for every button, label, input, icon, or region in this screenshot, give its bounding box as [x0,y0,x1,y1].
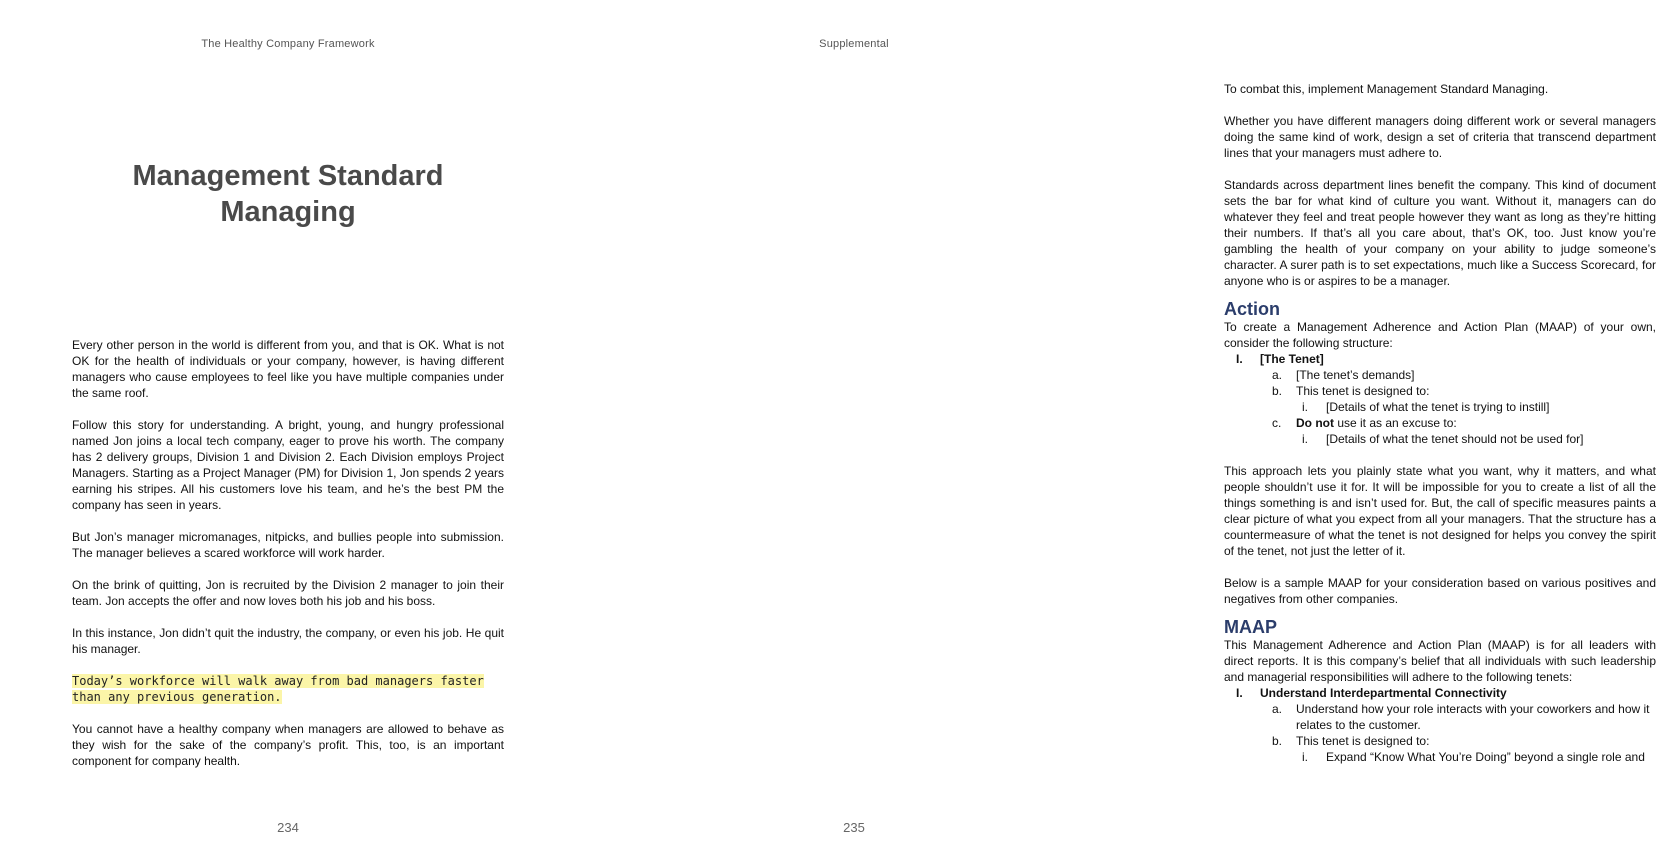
left-page [0,0,576,864]
paragraph: In this instance, Jon didn’t quit the industry, the company, or even his job. He quit his manager. [72,626,504,656]
running-head-right: Supplemental [819,38,889,50]
outline-marker: i. [1302,400,1308,414]
paragraph: On the brink of quitting, Jon is recruited by the Division 2 manager to join their team. Jon accepts the offer and now loves both his job and his boss. [72,578,504,608]
outline-marker: a. [1272,702,1283,716]
outline-marker: b. [1272,384,1283,398]
outline-text: use it as an excuse to: [1334,416,1457,430]
action-heading: Action [1224,299,1280,319]
outline-marker: b. [1272,734,1283,748]
outline-marker: I. [1236,686,1243,700]
paragraph: But Jon’s manager micromanages, nitpicks, and bullies people into submission. The manager believes a scared workforce will work harder. [72,530,504,560]
outline-level3-item [1224,399,1656,415]
highlight-text: Today’s workforce will walk away from bad managers faster than any previous generation. [72,674,484,704]
right-page-body [1224,81,1656,765]
highlighted-quote [72,673,504,705]
outline-level2-item [1224,733,1656,749]
paragraph: Standards across department lines benefit the company. This kind of document sets the bar for what kind of culture you want. Without it, managers can do whatever they feel and treat people however they want as long as they’re hitting their numbers. If that’s all you care about, that’s OK, too. Just know you’re gambling the health of your company on your ability to judge someone’s character. A surer path is to set expectations, much like a Success Scorecard, for anyone who is or aspires to be a manager. [1224,178,1656,288]
paragraph: This approach lets you plainly state what you want, why it matters, and what people shouldn’t use it for. It will be impossible for you to create a list of all the things something is and isn’t used for. But, the call of specific measures paints a clear picture of what you expect from all your managers. That the structure has a countermeasure of what the tenet is not designed for helps you convey the spirit of the tenet, not just the letter of it. [1224,464,1656,558]
outline-text: This tenet is designed to: [1296,734,1430,748]
outline-marker: a. [1272,368,1283,382]
outline-level1-item [1224,685,1656,701]
running-head-left: The Healthy Company Framework [201,38,375,50]
outline-level2-item [1224,701,1656,733]
paragraph: You cannot have a healthy company when managers are allowed to behave as they wish for the sake of the company’s profit. This, too, is an important component for company health. [72,722,504,768]
maap-intro: This Management Adherence and Action Plan (MAAP) is for all leaders with direct reports. It is this company’s belief that all individuals with such leadership and managerial responsibilities will adhere to the following tenets: [1224,638,1656,684]
outline-level2-item [1224,415,1656,431]
paragraph: Whether you have different managers doing different work or several managers doing the same kind of work, design a set of criteria that transcend department lines that your managers must adhere to. [1224,114,1656,160]
paragraph: To combat this, implement Management Standard Managing. [1224,82,1549,96]
outline-text: Understand how your role interacts with your coworkers and how it relates to the customer. [1296,702,1650,732]
outline-marker: i. [1302,432,1308,446]
action-outline [1224,351,1656,447]
chapter-title [72,158,504,230]
chapter-title-line-1: Management Standard [132,160,444,192]
outline-text: [Details of what the tenet should not be used for] [1326,432,1584,446]
page-number-right: 235 [843,820,865,835]
outline-level2-item [1224,367,1656,383]
left-page-body [72,337,504,785]
paragraph: Follow this story for understanding. A bright, young, and hungry professional named Jon joins a local tech company, eager to prove his worth. The company has 2 delivery groups, Division 1 and Division 2. Each Division employs Project Managers. Starting as a Project Manager (PM) for Division 1, Jon spends 2 years earning his stripes. All his customers love his team, and he’s the best PM the company has seen in years. [72,418,504,512]
outline-text: [Details of what the tenet is trying to instill] [1326,400,1550,414]
outline-text: [The Tenet] [1260,352,1324,366]
outline-text: Expand “Know What You’re Doing” beyond a single role and [1326,750,1645,764]
page-number-left: 234 [277,820,299,835]
outline-text: [The tenet’s demands] [1296,368,1415,382]
outline-level3-item [1224,431,1656,447]
right-page [576,0,1656,864]
outline-text: Understand Interdepartmental Connectivity [1260,686,1507,700]
paragraph: Below is a sample MAAP for your consideration based on various positives and negatives from other companies. [1224,576,1656,606]
outline-level1-item [1224,351,1656,367]
outline-level3-item [1224,749,1656,765]
outline-text: This tenet is designed to: [1296,384,1430,398]
paragraph: Every other person in the world is different from you, and that is OK. What is not OK for the health of individuals or your company, however, is having different managers who cause employees to feel like you have multiple companies under the same roof. [72,338,504,400]
maap-heading: MAAP [1224,617,1277,637]
outline-text-bold: Do not [1296,416,1334,430]
outline-marker: I. [1236,352,1243,366]
chapter-title-line-2: Managing [220,196,356,228]
maap-outline [1224,685,1656,765]
action-intro: To create a Management Adherence and Action Plan (MAAP) of your own, consider the following structure: [1224,320,1656,350]
outline-level2-item [1224,383,1656,399]
outline-marker: c. [1272,416,1282,430]
outline-marker: i. [1302,750,1308,764]
